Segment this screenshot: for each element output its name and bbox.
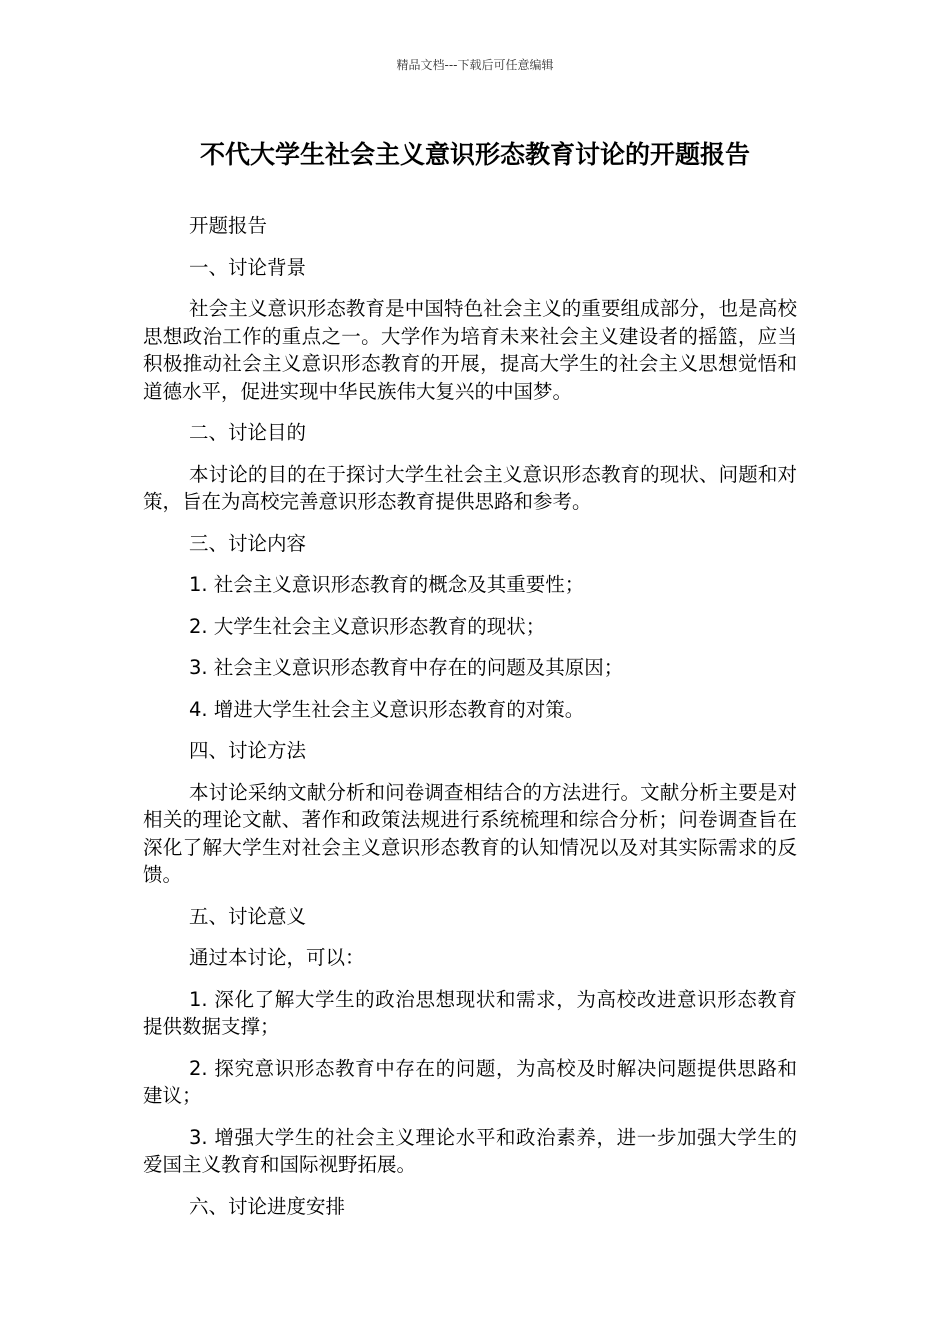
heading-report: 开题报告 bbox=[189, 214, 268, 237]
list-item-content-2: 2. 大学生社会主义意识形态教育的现状； bbox=[189, 614, 546, 638]
paragraph-purpose: 本讨论的目的在于探讨大学生社会主义意识形态教育的现状、问题和对策，旨在为高校完善意识形态教育提供思路和参考。 bbox=[143, 462, 797, 513]
section-heading-significance: 五、讨论意义 bbox=[189, 904, 307, 928]
section-heading-content: 三、讨论内容 bbox=[189, 531, 307, 555]
list-item-significance-2: 2. 探究意识形态教育中存在的问题，为高校及时解决问题提供思路和建议； bbox=[143, 1056, 797, 1107]
section-heading-purpose: 二、讨论目的 bbox=[189, 421, 307, 444]
section-heading-schedule: 六、讨论进度安排 bbox=[189, 1194, 346, 1218]
paragraph-significance-intro: 通过本讨论，可以： bbox=[189, 946, 365, 969]
list-item-content-4: 4. 增进大学生社会主义意识形态教育的对策。 bbox=[189, 697, 585, 721]
header-note: 精品文档---下载后可任意编辑 bbox=[396, 58, 554, 72]
section-heading-method: 四、讨论方法 bbox=[189, 739, 307, 762]
section-heading-background: 一、讨论背景 bbox=[189, 255, 307, 279]
document-body bbox=[143, 212, 797, 1234]
list-item-significance-3: 3. 增强大学生的社会主义理论水平和政治素养，进一步加强大学生的爱国主义教育和国际视野拓展。 bbox=[143, 1125, 797, 1176]
paragraph-background: 社会主义意识形态教育是中国特色社会主义的重要组成部分，也是高校思想政治工作的重点之一。大学作为培育未来社会主义建设者的摇篮，应当积极推动社会主义意识形态教育的开展，提高大学生的社会主义思想觉悟和道德水平，促进实现中华民族伟大复兴的中国梦。 bbox=[143, 297, 797, 403]
document-title: 不代大学生社会主义意识形态教育讨论的开题报告 bbox=[199, 140, 750, 169]
paragraph-method: 本讨论采纳文献分析和问卷调查相结合的方法进行。文献分析主要是对相关的理论文献、著作和政策法规进行系统梳理和综合分析；问卷调查旨在深化了解大学生对社会主义意识形态教育的认知情况以及对其实际需求的反馈。 bbox=[143, 780, 797, 886]
list-item-significance-1: 1. 深化了解大学生的政治思想现状和需求，为高校改进意识形态教育提供数据支撑； bbox=[143, 987, 797, 1038]
list-item-content-3: 3. 社会主义意识形态教育中存在的问题及其原因； bbox=[189, 656, 624, 679]
list-item-content-1: 1. 社会主义意识形态教育的概念及其重要性； bbox=[189, 573, 585, 596]
